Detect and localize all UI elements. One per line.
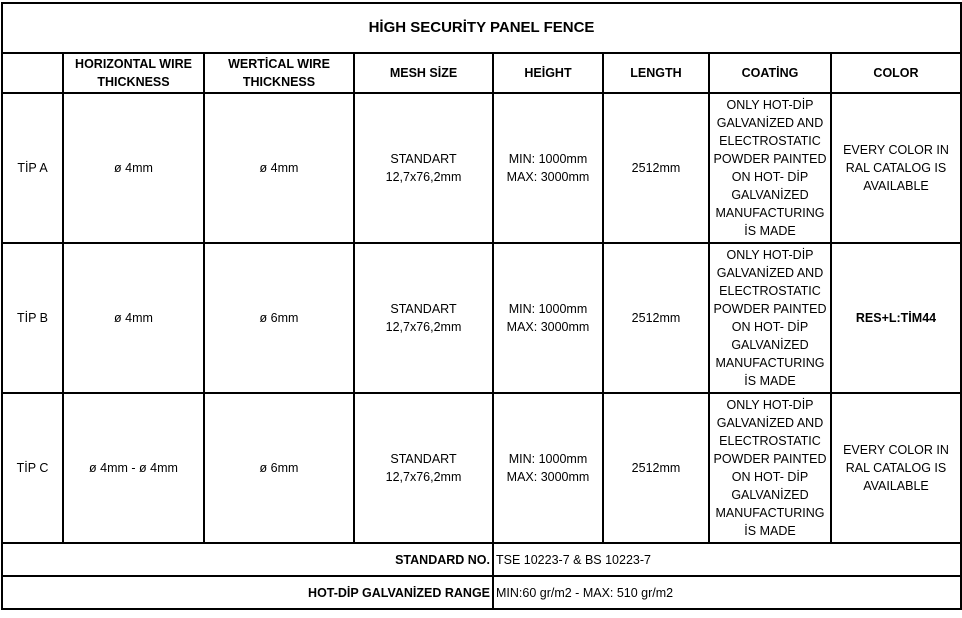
table-row <box>2 93 961 243</box>
length-cell: 2512mm <box>603 93 709 243</box>
header-mesh-size: MESH SİZE <box>354 53 493 93</box>
color-cell: EVERY COLOR IN RAL CATALOG IS AVAILABLE <box>831 93 961 243</box>
height-min: MIN: 1000mm <box>508 452 588 466</box>
header-height: HEİGHT <box>493 53 603 93</box>
color-cell: EVERY COLOR IN RAL CATALOG IS AVAILABLE <box>831 393 961 543</box>
length-cell: 2512mm <box>603 393 709 543</box>
table-row <box>2 243 961 393</box>
vertical-wire-cell: ø 6mm <box>204 393 354 543</box>
height-min: MIN: 1000mm <box>508 152 588 166</box>
length-cell: 2512mm <box>603 243 709 393</box>
height-cell <box>493 243 603 393</box>
height-cell <box>493 393 603 543</box>
mesh-size-cell <box>354 93 493 243</box>
height-cell <box>493 93 603 243</box>
table-title: HİGH SECURİTY PANEL FENCE <box>2 3 961 53</box>
standard-row <box>2 543 961 576</box>
coating-cell: ONLY HOT-DİP GALVANİZED AND ELECTROSTATIC POWDER PAINTED ON HOT- DİP GALVANİZED MANUFACTURING İS MADE <box>709 93 831 243</box>
standard-label: STANDARD NO. <box>2 543 493 576</box>
height-max: MAX: 3000mm <box>506 170 590 184</box>
color-cell: RES+L:TİM44 <box>831 243 961 393</box>
height-min: MIN: 1000mm <box>508 302 588 316</box>
mesh-size-cell <box>354 243 493 393</box>
mesh-size-cell <box>354 393 493 543</box>
mesh-standard-label: STANDART <box>390 302 457 316</box>
horizontal-wire-cell: ø 4mm - ø 4mm <box>63 393 204 543</box>
type-cell: TİP C <box>2 393 63 543</box>
type-cell: TİP B <box>2 243 63 393</box>
panel-fence-spec-table <box>1 2 962 610</box>
horizontal-wire-cell: ø 4mm <box>63 93 204 243</box>
header-coating: COATİNG <box>709 53 831 93</box>
height-max: MAX: 3000mm <box>506 470 590 484</box>
mesh-standard-label: STANDART <box>390 152 457 166</box>
header-vertical-wire: WERTİCAL WIRE THICKNESS <box>204 53 354 93</box>
mesh-dimensions: 12,7x76,2mm <box>385 320 462 334</box>
galvanized-range-value: MIN:60 gr/m2 - MAX: 510 gr/m2 <box>493 576 961 609</box>
height-max: MAX: 3000mm <box>506 320 590 334</box>
standard-value: TSE 10223-7 & BS 10223-7 <box>493 543 961 576</box>
mesh-dimensions: 12,7x76,2mm <box>385 170 462 184</box>
coating-cell: ONLY HOT-DİP GALVANİZED AND ELECTROSTATIC POWDER PAINTED ON HOT- DİP GALVANİZED MANUFACTURING İS MADE <box>709 243 831 393</box>
type-cell: TİP A <box>2 93 63 243</box>
header-length: LENGTH <box>603 53 709 93</box>
header-horizontal-wire: HORIZONTAL WIRE THICKNESS <box>63 53 204 93</box>
horizontal-wire-cell: ø 4mm <box>63 243 204 393</box>
vertical-wire-cell: ø 6mm <box>204 243 354 393</box>
table-row <box>2 393 961 543</box>
coating-cell: ONLY HOT-DİP GALVANİZED AND ELECTROSTATIC POWDER PAINTED ON HOT- DİP GALVANİZED MANUFACTURING İS MADE <box>709 393 831 543</box>
mesh-dimensions: 12,7x76,2mm <box>385 470 462 484</box>
galvanized-range-label: HOT-DİP GALVANİZED RANGE <box>2 576 493 609</box>
galvanized-range-row <box>2 576 961 609</box>
header-color: COLOR <box>831 53 961 93</box>
mesh-standard-label: STANDART <box>390 452 457 466</box>
vertical-wire-cell: ø 4mm <box>204 93 354 243</box>
header-type <box>2 53 63 93</box>
